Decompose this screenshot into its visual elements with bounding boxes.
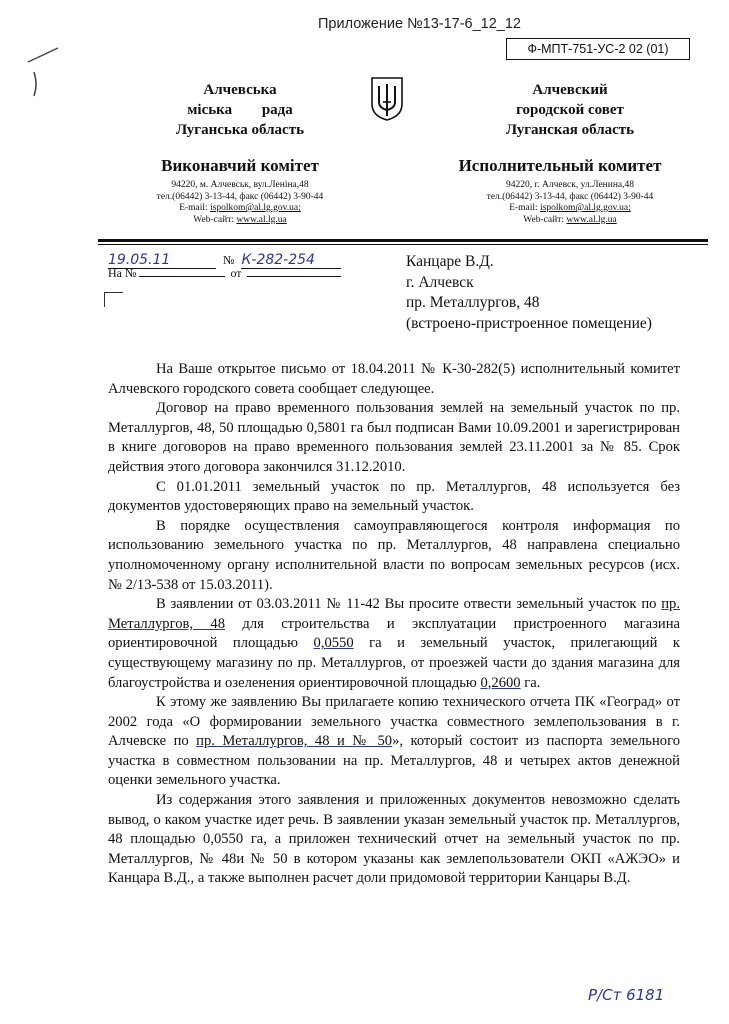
underlined-address: пр. Металлургов, 48 и № 50 (196, 733, 393, 750)
number-label: № (223, 253, 235, 267)
committee-title-russian: Исполнительный комитет (458, 156, 662, 175)
org-council: городской совет (516, 102, 624, 118)
address-bracket (104, 292, 123, 307)
underlined-area: 0,0550 (313, 635, 354, 652)
paragraph: В заявлении от 03.03.2011 № 11-42 Вы просите отвести земельный участок по пр. Металлургов, 48 для строительства и эксплуатации пристроенного магазина ориентировочной площадью 0,0550 га и земельный участок, прилегающий к существующему магазину по пр. Металлургов, от проезжей части до здания магазина для благоустройства и озеленения ориентировочной площадью 0,2600 га. (108, 596, 680, 691)
addressee-city: г. Алчевск (406, 273, 474, 291)
annex-label: Приложение №13-17-6_12_12 (318, 16, 521, 32)
paragraph: В порядке осуществления самоуправляющегося контроля информация по использованию земельного участка по пр. Металлургов, 48 направлена специально уполномоченному органу исполнительной власти по вопросам земельных ресурсов (исх. № 2/13-538 от 15.03.2011). (108, 517, 680, 593)
header-divider-thick (98, 239, 708, 242)
email-line: E-mail: ispolkom@al.lg.gov.ua; (509, 203, 631, 213)
committee-title-ukrainian: Виконавчий комітет (161, 156, 319, 175)
handwritten-date: 19.05.11 (108, 252, 171, 268)
address: 94220, г. Алчевск, ул.Ленина,48 (505, 180, 635, 190)
to-label: На № (108, 266, 137, 280)
paragraph: Договор на право временного пользования землей на земельный участок по пр. Металлургов, 48, 50 площадью 0,5801 га был подписан Вами 10.09.2001 и зарегистрирован в книге договоров на право временного пользования землей 23.11.2001 за № 85. Срок действия этого договора закончился 31.12.2010. (108, 400, 680, 475)
email-link[interactable]: ispolkom@al.lg.gov.ua; (210, 203, 301, 213)
org-council: міська рада (187, 102, 293, 118)
incoming-reference (108, 266, 341, 281)
email-line: E-mail: ispolkom@al.lg.gov.ua; (179, 203, 301, 213)
handwritten-number: К-282-254 (241, 252, 315, 268)
web-line: Web-сайт: www.al.lg.ua (193, 214, 287, 225)
trident-emblem-icon (370, 76, 404, 122)
contacts-russian (470, 180, 670, 226)
addressee-street: пр. Металлургов, 48 (406, 294, 540, 311)
web-link[interactable]: www.al.lg.ua (236, 214, 287, 225)
address: 94220, м. Алчевськ, вул.Леніна,48 (171, 180, 309, 190)
paragraph: С 01.01.2011 земельный участок по пр. Металлургов, 48 используется без документов удостоверяющих право на земельный участок. (108, 478, 680, 515)
org-name-ukrainian (140, 80, 340, 140)
org-region: Луганська область (175, 122, 304, 138)
org-city: Алчевский (532, 82, 608, 98)
contacts-ukrainian (140, 180, 340, 226)
paragraph: Из содержания этого заявления и приложенных документов невозможно сделать вывод, о каком участке идет речь. В заявлении указан земельный участок пр. Металлургов, 48 площадью 0,0550 га, а приложен технический отчет на земельный участок по пр. Металлургов, № 48и № 50 в котором указаны как землепользователи ОКП «АЖЭО» и Канцара В.Д., а также выполнен расчет доли придомовой территории Канцары В.Д. (108, 792, 680, 887)
web-link[interactable]: www.al.lg.ua (566, 214, 617, 225)
phone: тел.(06442) 3-13-44, факс (06442) 3-90-44 (156, 191, 324, 202)
addressee-note: (встроено-пристроенное помещение) (406, 314, 652, 332)
addressee-name: Канцаре В.Д. (406, 253, 494, 270)
addressee-block (406, 252, 652, 334)
pen-mark-icon (24, 44, 64, 104)
handwritten-note: Р/Ст 6181 (588, 986, 665, 1004)
from-field (247, 276, 341, 277)
header-divider-thin (98, 244, 708, 245)
paragraph: К этому же заявлению Вы прилагаете копию технического отчета ПК «Геоград» от 2002 года «О формировании земельного участка совместного землепользования в г. Алчевске по пр. Металлургов, 48 и № 50», который состоит из паспорта земельного участка в совместном пользовании на пр. Металлургов, 48 и четырех актов денежной оценки земельного участка. (108, 694, 680, 789)
phone: тел.(06442) 3-13-44, факс (06442) 3-90-44 (486, 191, 654, 202)
org-city: Алчевська (203, 82, 277, 98)
underlined-address: пр. Металлургов, 48 (108, 596, 680, 632)
org-name-russian (470, 80, 670, 140)
letter-body (108, 360, 680, 889)
form-code-box: Ф-МПТ-751-УС-2 02 (01) (506, 38, 690, 60)
paragraph: На Ваше открытое письмо от 18.04.2011 № К-30-282(5) исполнительный комитет Алчевского городского совета сообщает следующее. (108, 361, 680, 397)
from-label: от (230, 266, 242, 280)
org-region: Луганская область (505, 122, 635, 138)
email-link[interactable]: ispolkom@al.lg.gov.ua; (540, 203, 631, 213)
to-field (139, 276, 225, 277)
underlined-area: 0,2600 (480, 674, 521, 691)
web-line: Web-сайт: www.al.lg.ua (523, 214, 617, 225)
